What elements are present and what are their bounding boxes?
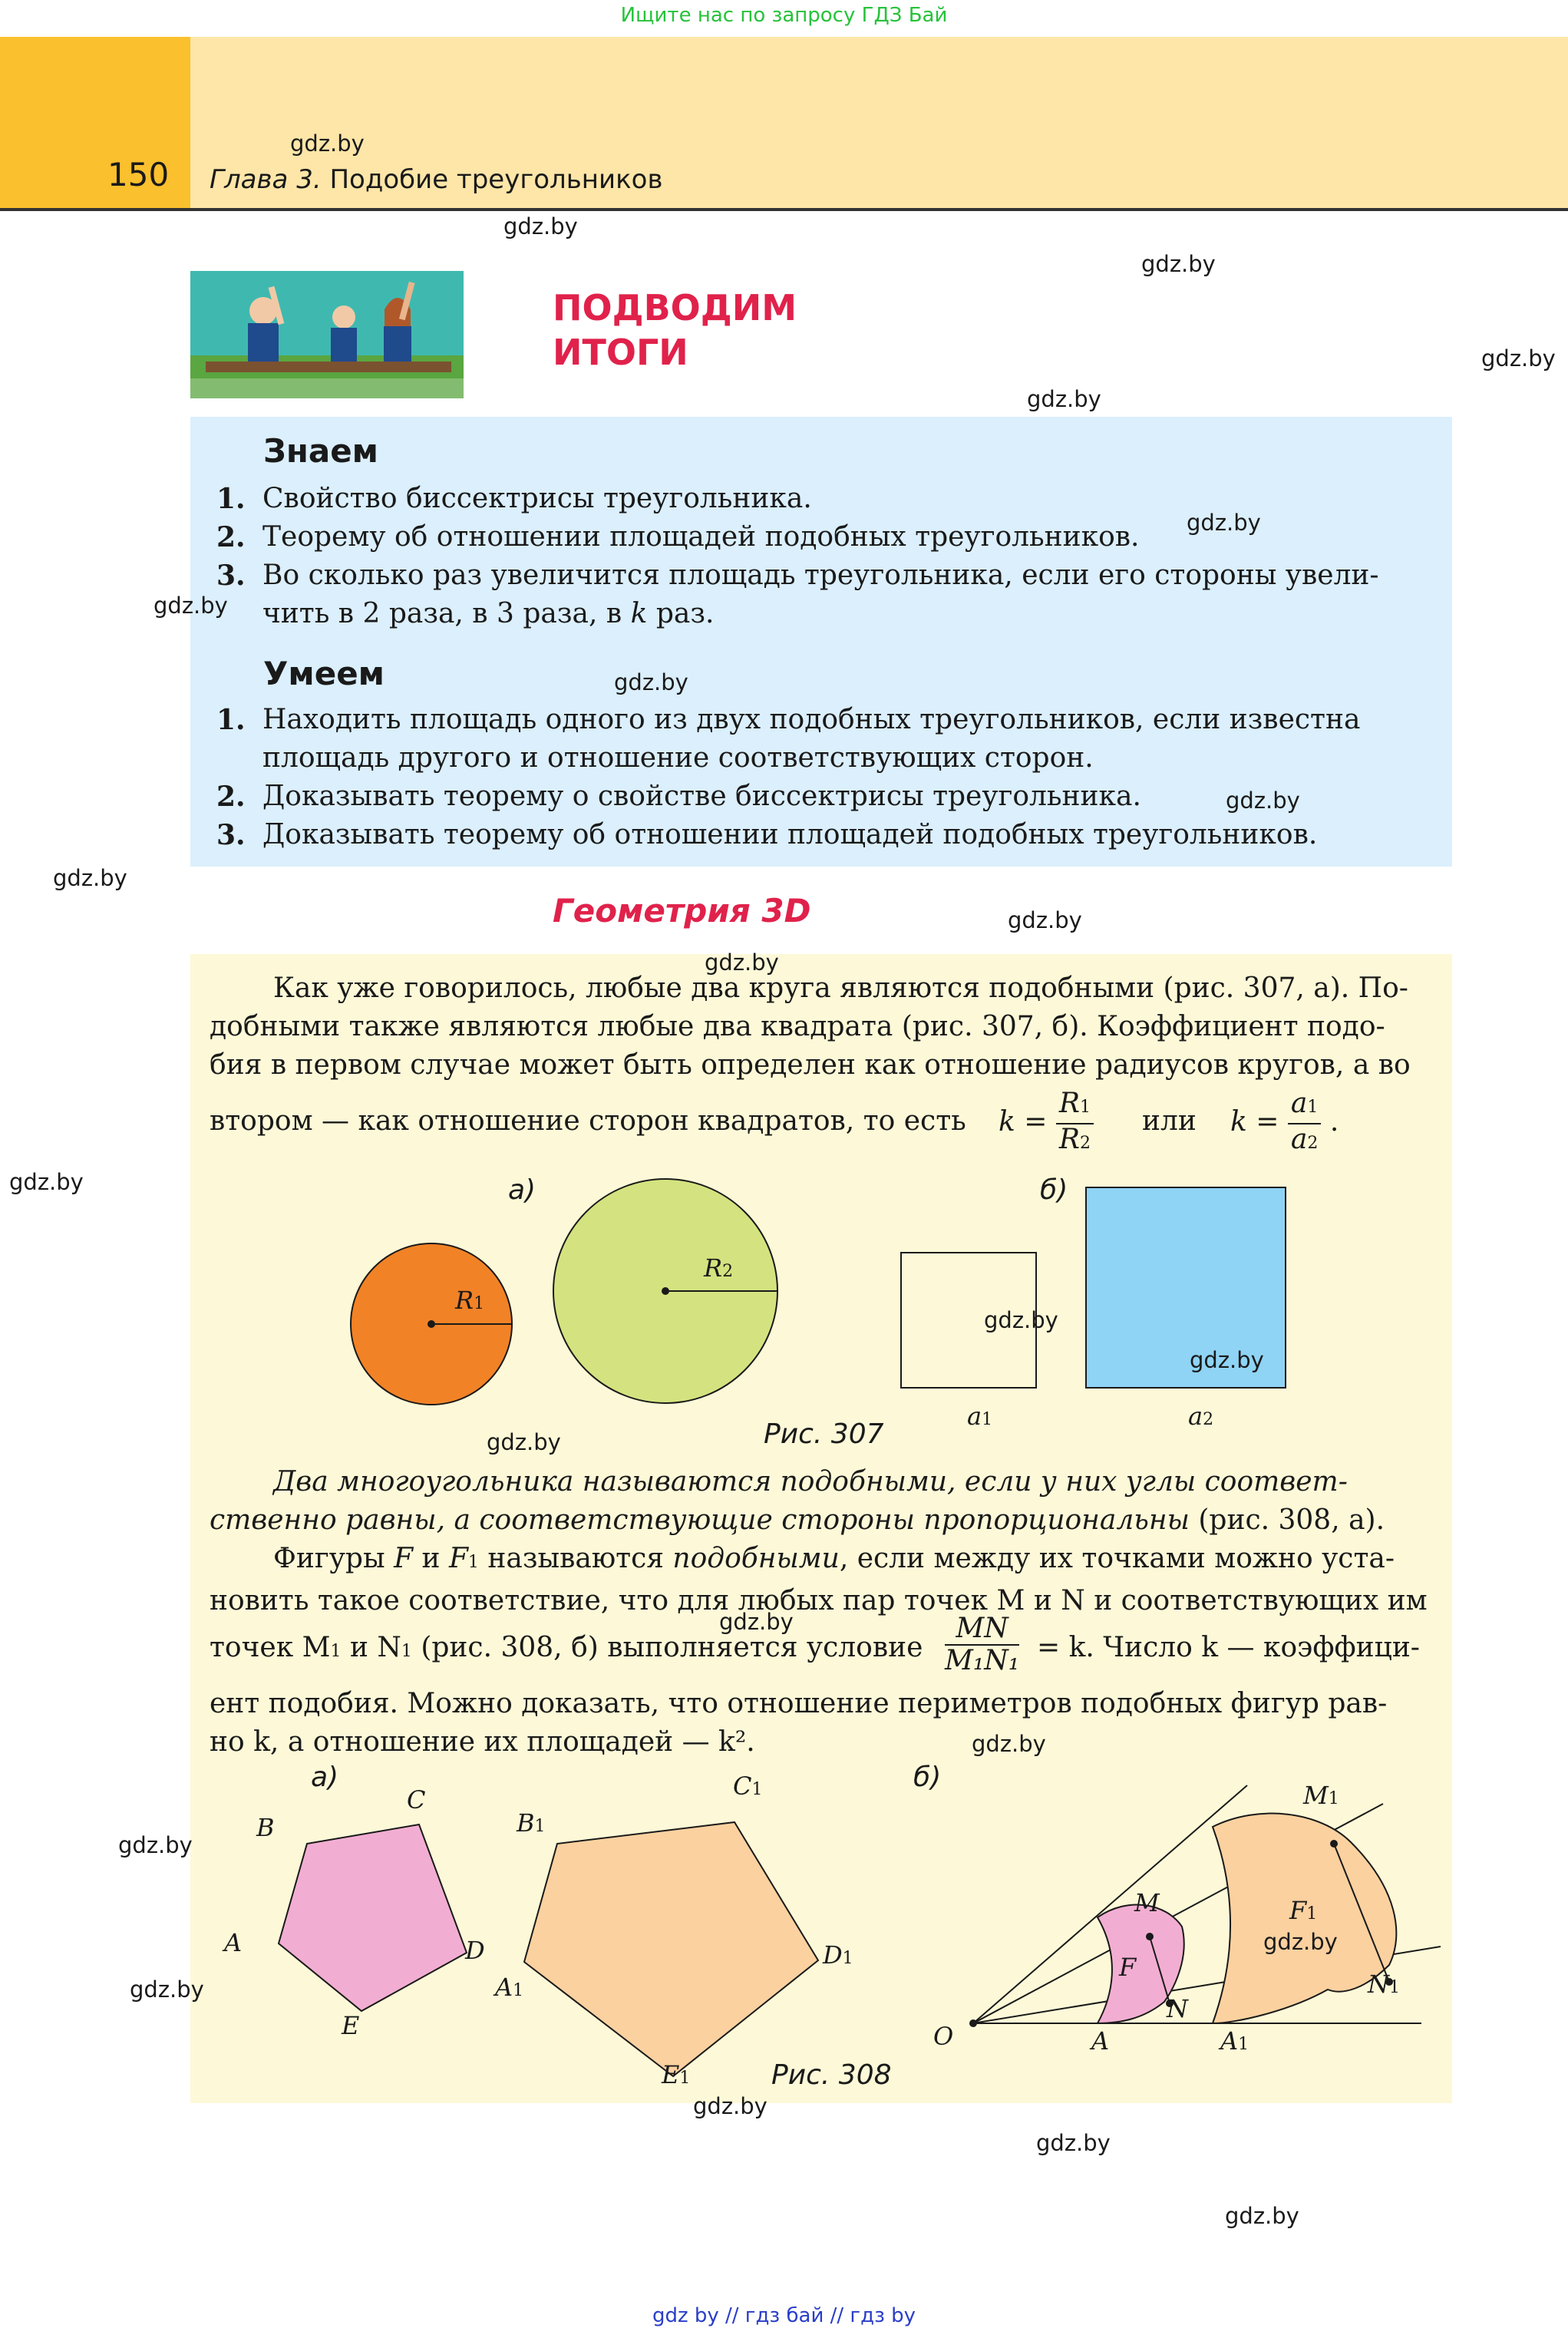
para-1-line3: бия в первом случае может быть определен как отношение радиусов кругов, а во: [210, 1049, 1411, 1081]
watermark: gdz.by: [9, 1169, 84, 1195]
para-3-l1b: называются: [478, 1543, 673, 1574]
para-2: [210, 1463, 1433, 1540]
para-3-F1: F: [448, 1543, 468, 1574]
watermark: gdz.by: [1263, 1929, 1338, 1955]
para-1-line2: добными также являются любые два квадрата (рис. 307, б). Коэффициент подо-: [210, 1011, 1385, 1042]
know-item-2-text: Теорему об отношении площадей подобных треугольников.: [262, 521, 1140, 553]
label-A1-right: A1: [1220, 2026, 1249, 2056]
know-item-3-line2a: чить в 2 раза, в 3 раза, в: [262, 598, 631, 629]
know-item-3-text: [262, 556, 1429, 633]
formula-or: или: [1142, 1105, 1197, 1137]
para-3-l1a: Фигуры: [273, 1543, 394, 1574]
know-item-2: [216, 518, 1140, 557]
para-3-formula-line: [210, 1612, 1433, 1681]
watermark: gdz.by: [1190, 1347, 1264, 1373]
fig307-label-b: б): [1040, 1174, 1068, 1206]
formula-k-r: [999, 1088, 1094, 1159]
para-1-line4: втором — как отношение сторон квадратов, то есть: [210, 1105, 966, 1137]
know-item-3: [216, 556, 1379, 629]
watermark: gdz.by: [1481, 345, 1556, 372]
frac-r2: R: [1058, 1124, 1081, 1155]
can-item-1-text: [262, 701, 1429, 778]
para-2-line1: Два многоугольника называются подобными, если у них углы соответ-: [273, 1466, 1348, 1498]
label-E1: E1: [662, 2060, 691, 2089]
label-M: M: [1134, 1888, 1160, 1917]
fraction-r: [1056, 1088, 1094, 1159]
frac-a1: a: [1290, 1088, 1308, 1119]
para-3-and: и: [413, 1543, 449, 1574]
label-F: F: [1119, 1953, 1137, 1982]
watermark: gdz.by: [130, 1976, 204, 2003]
watermark: gdz.by: [984, 1307, 1058, 1333]
para-3-F: F: [394, 1543, 414, 1574]
watermark: gdz.by: [118, 1832, 193, 1858]
frac-a1-sub: 1: [1307, 1098, 1319, 1117]
fig307-r2-label: R2: [704, 1253, 734, 1283]
para-3-line4: ент подобия. Можно доказать, что отношение периметров подобных фигур рав-: [210, 1688, 1388, 1719]
summary-title-line1: ПОДВОДИМ: [553, 287, 797, 329]
top-banner: Ищите нас по запросу ГДЗ Бай: [620, 4, 948, 27]
can-item-2-text: Доказывать теорему о свойстве биссектрисы треугольника.: [262, 781, 1141, 812]
para-3-line3: точек M1 и N1 (рис. 308, б) выполняется условие: [210, 1632, 923, 1663]
watermark: gdz.by: [1187, 510, 1261, 536]
frac-a2: a: [1290, 1124, 1308, 1155]
fig308-label-a: а): [311, 1762, 339, 1793]
formula-dot: .: [1329, 1106, 1339, 1138]
pentagon-small: [279, 1824, 467, 2011]
formula-eq: =: [1024, 1106, 1048, 1138]
label-D: D: [465, 1936, 485, 1965]
watermark: gdz.by: [693, 2093, 767, 2119]
label-C: C: [407, 1785, 426, 1815]
label-B: B: [256, 1813, 275, 1842]
can-item-2-number: 2.: [216, 781, 246, 813]
para-2-line2b: (рис. 308, а).: [1189, 1504, 1385, 1536]
formula-k2: k: [1230, 1106, 1247, 1138]
label-F1: F1: [1289, 1896, 1318, 1925]
label-M1: M1: [1303, 1781, 1339, 1810]
fig307-a2-label: a2: [1188, 1402, 1214, 1431]
para-3-line3d: = k. Число k — коэффици-: [1037, 1632, 1420, 1663]
chapter-name: Подобие треугольников: [329, 164, 663, 195]
can-item-1: [216, 701, 1361, 774]
watermark: gdz.by: [614, 669, 688, 695]
para-3-podob: подобными: [672, 1543, 840, 1574]
fig307-r1-label: R1: [455, 1286, 485, 1315]
know-item-3-line1: Во сколько раз увеличится площадь треугольника, если его стороны увели-: [262, 560, 1379, 591]
label-O: O: [933, 2022, 954, 2051]
watermark: gdz.by: [1036, 2130, 1111, 2156]
para-1: [210, 969, 1433, 1085]
fig307-a1-label: a1: [967, 1402, 993, 1431]
know-item-3-line2b: раз.: [647, 598, 715, 629]
frac-mn: MN: [945, 1613, 1019, 1646]
summary-title: [553, 286, 797, 375]
watermark: gdz.by: [1226, 788, 1300, 814]
know-item-2-number: 2.: [216, 521, 246, 553]
watermark: gdz.by: [53, 865, 127, 891]
can-item-3-number: 3.: [216, 819, 246, 851]
para-3-F1-sub: 1: [467, 1553, 479, 1572]
watermark: gdz.by: [487, 1429, 561, 1455]
fig307-caption: Рис. 307: [764, 1418, 884, 1450]
frac-r2-sub: 2: [1080, 1134, 1091, 1153]
can-item-1-line1: Находить площадь одного из двух подобных треугольников, если известна: [262, 704, 1361, 735]
center-small: [427, 1320, 435, 1328]
can-item-3: [216, 816, 1318, 855]
label-E: E: [342, 2011, 360, 2040]
para-3-line2: новить такое соответствие, что для любых пар точек M и N и соответствующих им: [210, 1585, 1428, 1616]
formula-k-a: [1230, 1088, 1339, 1159]
para-2-line2a: ственно равны, а соответствующие стороны пропорциональны: [210, 1504, 1190, 1536]
label-D1: D1: [823, 1940, 853, 1970]
frac-a2-sub: 2: [1307, 1134, 1319, 1153]
label-C1: C1: [733, 1772, 763, 1801]
chapter-title: [210, 164, 662, 195]
pentagon-big: [524, 1822, 818, 2076]
label-B1: B1: [517, 1808, 546, 1838]
header-rule: [0, 208, 1568, 211]
watermark: gdz.by: [503, 213, 578, 239]
watermark: gdz.by: [719, 1609, 794, 1635]
can-item-3-text: Доказывать теорему об отношении площадей подобных треугольников.: [262, 819, 1318, 850]
watermark: gdz.by: [1141, 251, 1216, 277]
summary-title-line2: ИТОГИ: [553, 332, 688, 373]
chapter-label: Глава 3.: [210, 164, 322, 195]
geometry3d-title: Геометрия 3D: [553, 892, 811, 930]
can-heading: Умеем: [263, 655, 385, 692]
formula-eq2: =: [1256, 1106, 1279, 1138]
watermark: gdz.by: [153, 593, 228, 619]
frac-r1-sub: 1: [1080, 1098, 1091, 1117]
can-item-2: [216, 778, 1141, 817]
label-N: N: [1167, 1994, 1188, 2023]
page-number: 150: [107, 156, 170, 193]
formula-k: k: [999, 1106, 1015, 1138]
watermark: gdz.by: [290, 130, 365, 157]
classroom-illustration: [190, 271, 464, 398]
fraction-mn: [945, 1613, 1019, 1676]
label-N1: N1: [1368, 1970, 1400, 1999]
center-big: [662, 1287, 669, 1295]
watermark: gdz.by: [1008, 907, 1082, 933]
fig307-label-a: а): [508, 1174, 536, 1206]
watermark: gdz.by: [1225, 2203, 1299, 2229]
para-3-rest: [210, 1685, 1433, 1762]
label-A-right: A: [1091, 2026, 1110, 2056]
para-3-l1c: , если между их точками можно уста-: [839, 1543, 1395, 1574]
watermark: gdz.by: [1027, 386, 1101, 412]
know-item-1: [216, 480, 812, 519]
label-A1: A1: [495, 1973, 524, 2002]
know-heading: Знаем: [263, 432, 379, 470]
watermark: gdz.by: [705, 949, 779, 976]
frac-r1: R: [1058, 1088, 1081, 1119]
know-item-3-k: k: [630, 598, 648, 629]
can-item-1-number: 1.: [216, 704, 246, 736]
watermark: gdz.by: [972, 1731, 1046, 1757]
fraction-a: [1288, 1088, 1321, 1159]
para-1-line1: Как уже говорилось, любые два круга являются подобными (рис. 307, а). По-: [273, 973, 1408, 1004]
fig308-caption: Рис. 308: [771, 2059, 892, 2091]
footer-links[interactable]: gdz by // гдз бай // гдз by: [652, 2304, 916, 2327]
para-1-formula-line: [210, 1084, 1433, 1153]
frac-m1n1: M₁N₁: [945, 1645, 1020, 1676]
can-item-1-line2: площадь другого и отношение соответствующих сторон.: [262, 742, 1094, 774]
know-item-1-text: Свойство биссектрисы треугольника.: [262, 483, 812, 514]
para-3-line5: но k, а отношение их площадей — k².: [210, 1726, 755, 1758]
fig308-label-b: б): [913, 1762, 942, 1793]
label-A: A: [224, 1928, 243, 1957]
know-item-3-number: 3.: [216, 560, 246, 592]
know-item-1-number: 1.: [216, 483, 246, 515]
para-3: [210, 1540, 1433, 1620]
